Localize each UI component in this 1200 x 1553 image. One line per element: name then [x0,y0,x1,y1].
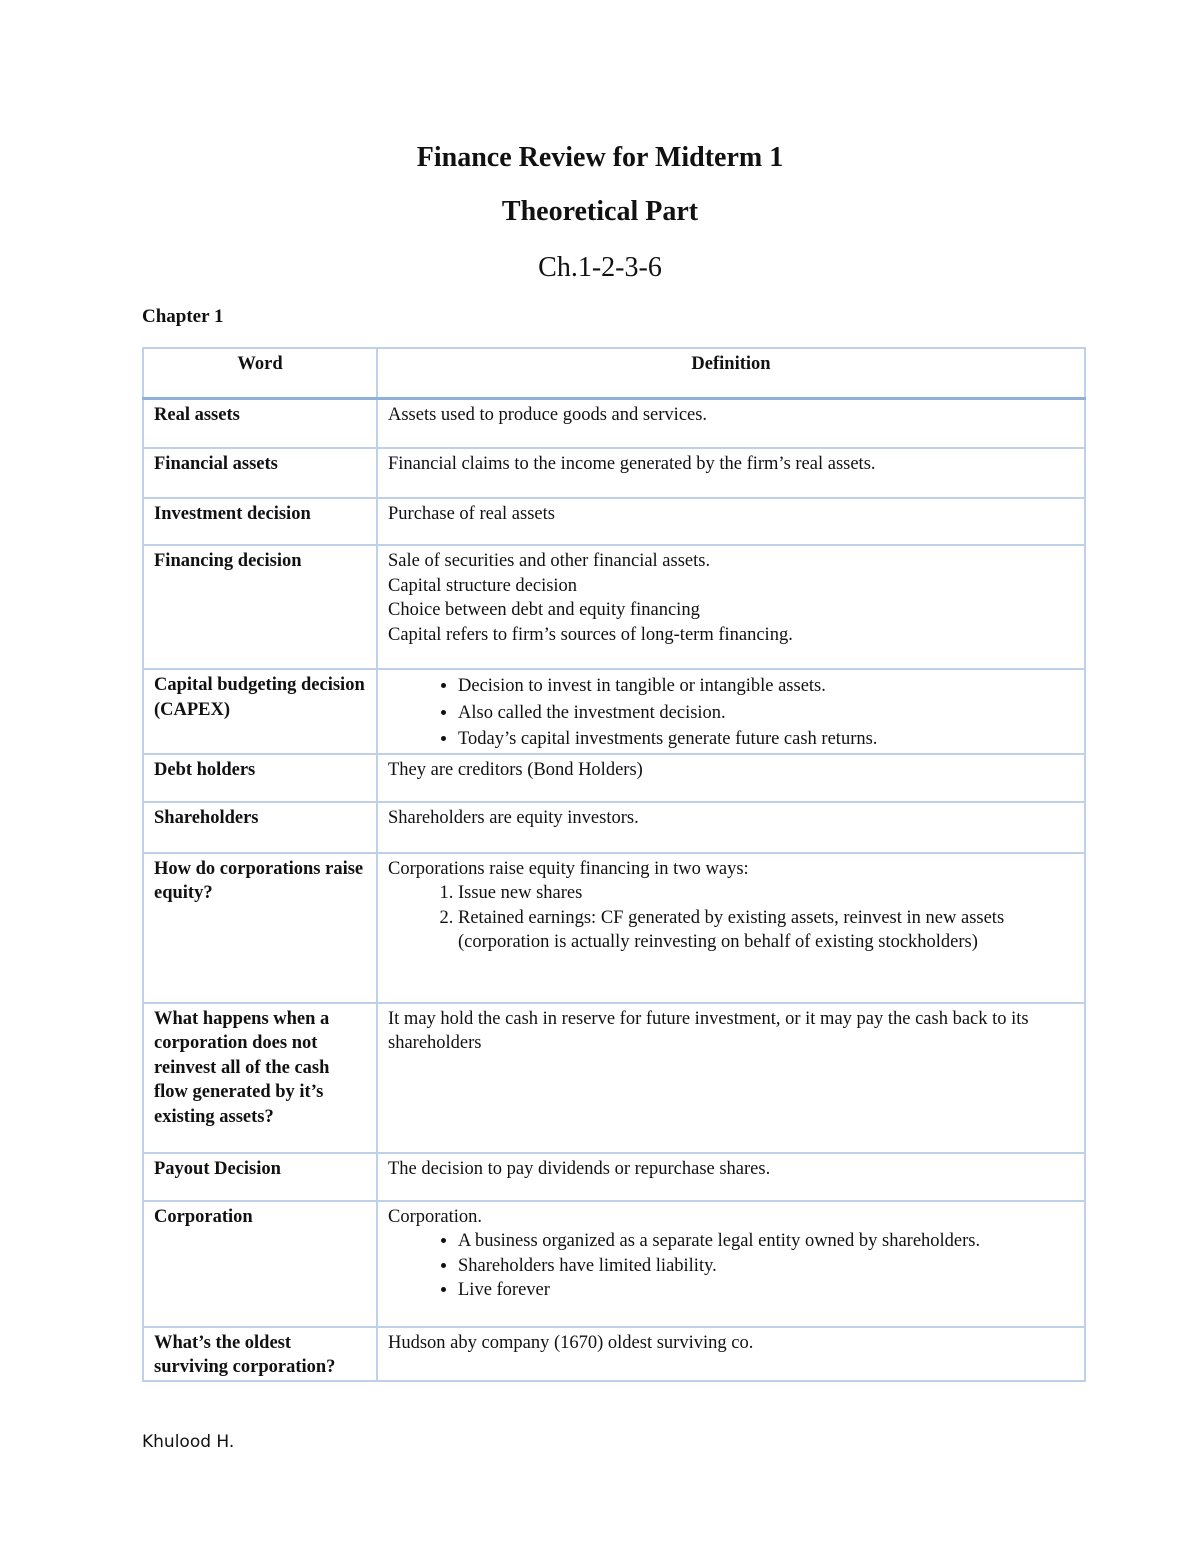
table-row [143,398,1085,448]
document-subtitle: Theoretical Part [501,196,699,227]
term-cell: Investment decision [143,498,377,545]
term-cell: What’s the oldest surviving corporation? [143,1327,377,1381]
definition-line: Hudson aby company (1670) oldest surviving co. [388,1332,754,1353]
definition-cell [377,669,1085,754]
term-cell: Shareholders [143,802,377,853]
definition-cell [377,448,1085,498]
definition-line: It may hold the cash in reserve for future investment, or it may pay the cash back to its shareholders [388,1008,1029,1053]
term-cell: How do corporations raise equity? [143,853,377,1003]
table-header-row [143,348,1085,398]
list-item: 2. Retained earnings: CF generated by existing assets, reinvest in new assets (corporation is actually reinvesting on behalf of existing stockholders) [458,906,1074,955]
definition-cell [377,802,1085,853]
term-cell: What happens when a corporation does not reinvest all of the cash flow generated by it’s existing assets? [143,1003,377,1153]
definition-line: Capital refers to firm’s sources of long-term financing. [388,624,793,645]
table-row [143,1003,1085,1153]
term-cell: Corporation [143,1201,377,1327]
document-title: Finance Review for Midterm 1 [416,142,784,173]
table-row [143,802,1085,853]
table-row [143,669,1085,754]
definition-line: Assets used to produce goods and services. [388,404,708,425]
definition-cell [377,754,1085,802]
bullet-list [388,1229,1074,1303]
header-word: Word [143,348,377,398]
definition-cell [377,498,1085,545]
term-cell: Financing decision [143,545,377,669]
definition-cell [377,545,1085,669]
definition-line: Financial claims to the income generated by the firm’s real assets. [388,454,876,474]
definition-line: The decision to pay dividends or repurchase shares. [388,1158,771,1179]
table-row [143,754,1085,802]
table-row [143,1201,1085,1327]
table-row [143,853,1085,1003]
term-cell: Real assets [143,398,377,448]
table-row [143,1327,1085,1381]
list-item: • A business organized as a separate legal entity owned by shareholders. [458,1229,1074,1254]
table-row [143,498,1085,545]
definition-cell [377,1003,1085,1153]
header-definition: Definition [377,348,1085,398]
term-cell: Capital budgeting decision (CAPEX) [143,669,377,754]
definition-cell [377,1201,1085,1327]
definitions-table [142,347,1086,1382]
table-row [143,448,1085,498]
definition-cell [377,1153,1085,1201]
chapter-heading: Chapter 1 [142,306,224,327]
list-item: • Shareholders have limited liability. [458,1254,1074,1279]
list-item: 1. Issue new shares [458,881,1074,906]
chapter-range: Ch.1-2-3-6 [538,252,662,283]
list-item: • Decision to invest in tangible or intangible assets. [458,673,1074,700]
definition-line: Corporation. [388,1206,483,1227]
bullet-list [388,673,1074,753]
table-row [143,1153,1085,1201]
list-item: • Also called the investment decision. [458,700,1074,727]
numbered-list [388,881,1074,955]
term-cell: Debt holders [143,754,377,802]
term-cell: Payout Decision [143,1153,377,1201]
definition-cell [377,1327,1085,1381]
term-cell: Financial assets [143,448,377,498]
table-row [143,545,1085,669]
definition-line: Purchase of real assets [388,504,555,524]
definition-cell [377,398,1085,448]
list-item: • Live forever [458,1278,1074,1303]
page-footer-author: Khulood H. [142,1432,235,1452]
definition-line: Sale of securities and other financial assets. [388,551,711,571]
definition-line: Corporations raise equity financing in two ways: [388,858,749,879]
list-item: • Today’s capital investments generate future cash returns. [458,726,1074,753]
definition-line: Shareholders are equity investors. [388,807,639,828]
definition-line: Capital structure decision [388,575,578,596]
definition-line: Choice between debt and equity financing [388,600,700,620]
definition-cell [377,853,1085,1003]
definition-line: They are creditors (Bond Holders) [388,759,643,780]
